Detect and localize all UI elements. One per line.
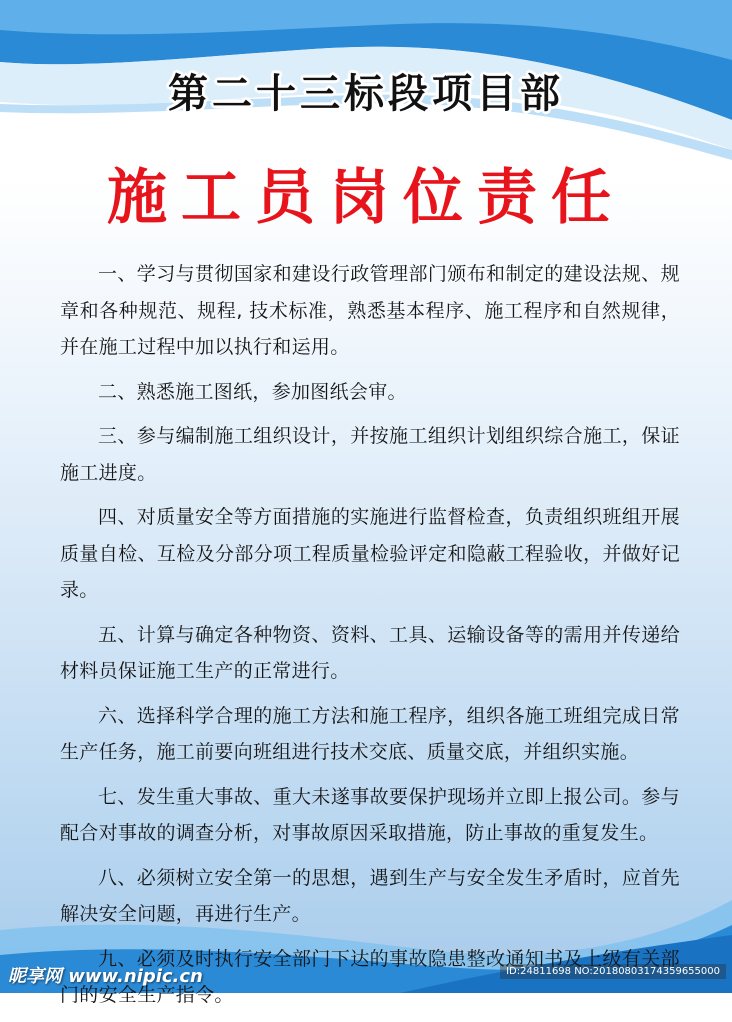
page-title: 施工员岗位责任	[107, 163, 625, 233]
duty-item: 二、熟悉施工图纸，参加图纸会审。	[98, 380, 407, 403]
image-id-watermark: ID:24811698 NO:20180803174359655000	[500, 964, 726, 979]
duty-item: 一、学习与贯彻国家和建设行政管理部门颁布和制定的建设法规、规章和各种规范、规程, 技术标准，熟悉基本程序、施工程序和自然规律，并在施工过程中加以执行和运用。	[60, 263, 680, 358]
duty-item: 八、必须树立安全第一的思想，遇到生产与安全发生矛盾时，应首先解决安全问题，再进行生产。	[60, 866, 680, 925]
duty-item: 四、对质量安全等方面措施的实施进行监督检查，负责组织班组开展质量自检、互检及分部分项工程质量检验评定和隐蔽工程验收，并做好记录。	[60, 506, 680, 601]
site-watermark: 昵享网 www.nipic.cn	[8, 966, 203, 987]
duty-item: 九、必须及时执行安全部门下达的事故隐患整改通知书及上级有关部门的安全生产指令。	[60, 947, 680, 1006]
duty-list	[60, 256, 680, 1022]
duty-item: 六、选择科学合理的施工方法和施工程序，组织各施工班组完成日常生产任务，施工前要向班组进行技术交底、质量交底，并组织实施。	[60, 704, 680, 763]
duty-item: 三、参与编制施工组织设计，并按施工组织计划组织综合施工，保证施工进度。	[60, 425, 680, 484]
duty-item: 五、计算与确定各种物资、资料、工具、运输设备等的需用并传递给材料员保证施工生产的正常进行。	[60, 623, 680, 682]
duty-item: 七、发生重大事故、重大未遂事故要保护现场并立即上报公司。参与配合对事故的调查分析，对事故原因采取措施，防止事故的重复发生。	[60, 785, 680, 844]
org-title: 第二十三标段项目部	[168, 71, 564, 117]
